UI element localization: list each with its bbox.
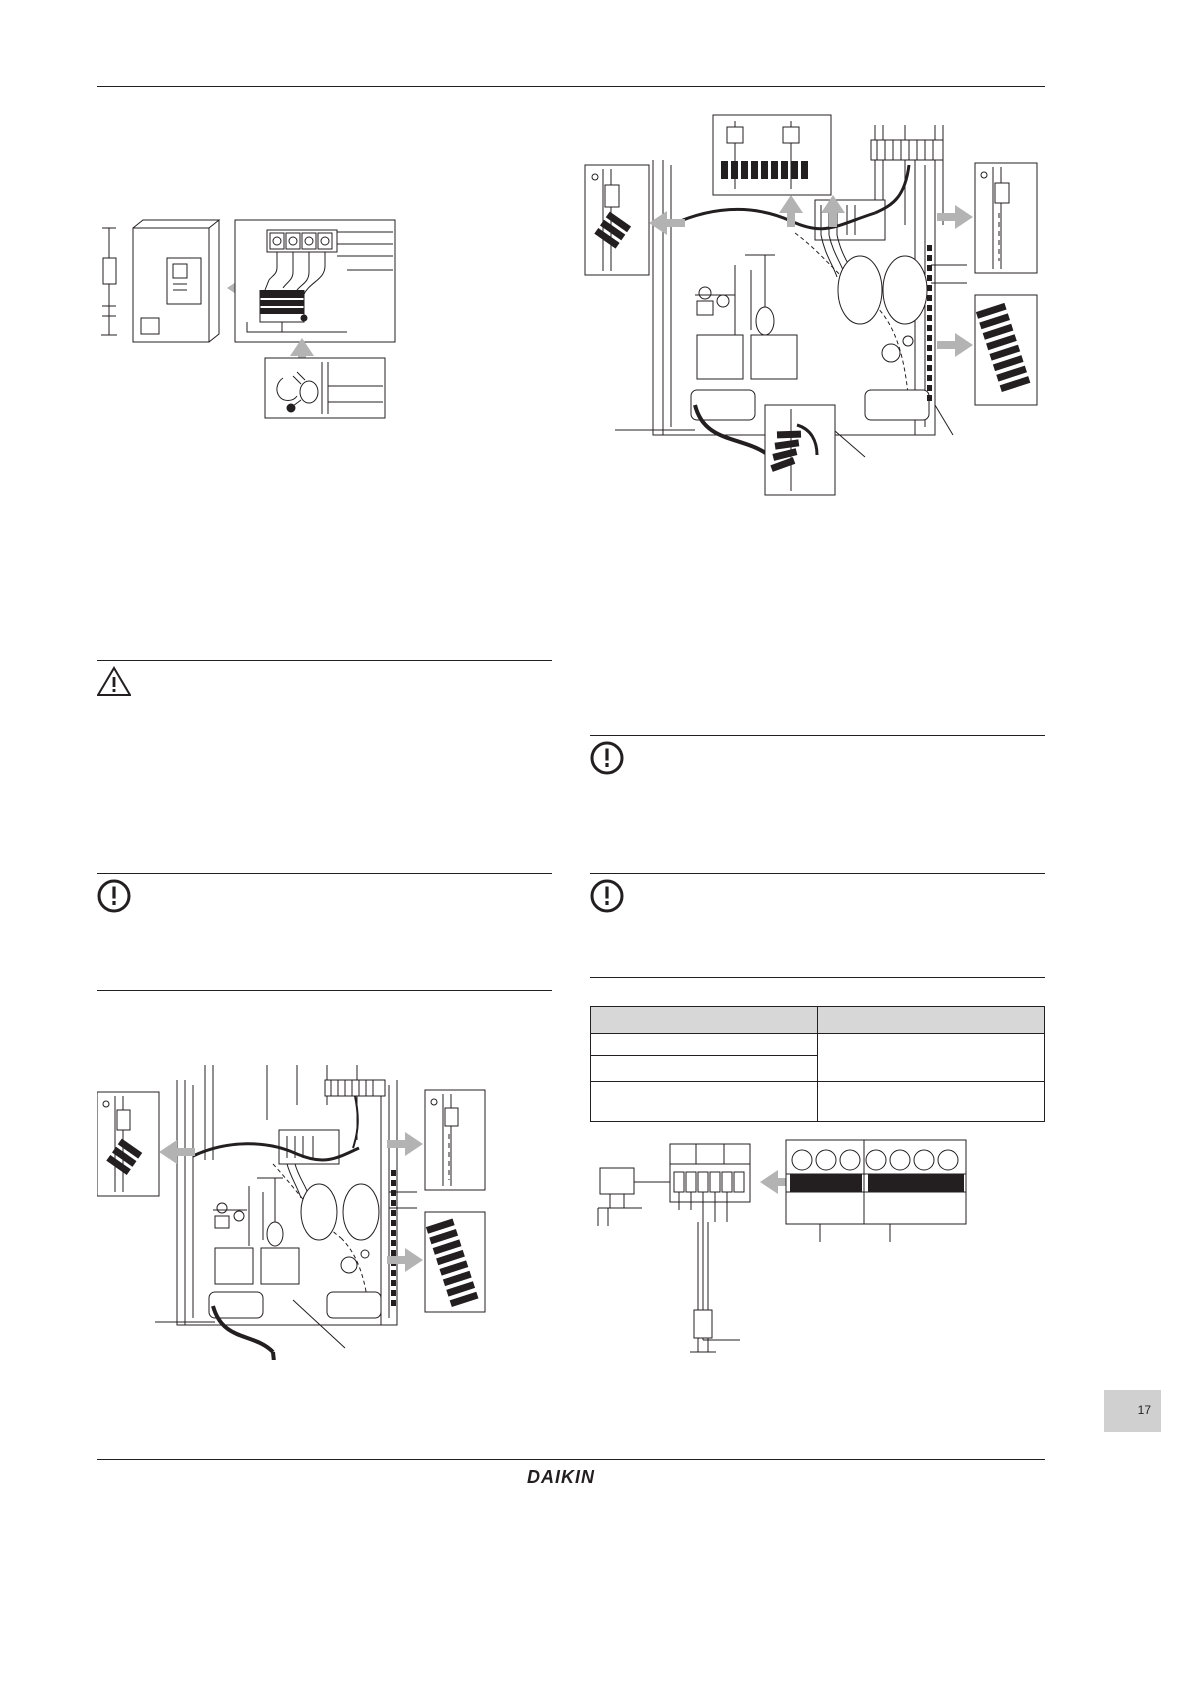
warning-notice-left bbox=[97, 660, 552, 750]
table-cell bbox=[818, 1082, 1045, 1122]
info-circle-icon bbox=[590, 741, 624, 775]
svg-text:DAIKIN: DAIKIN bbox=[527, 1467, 595, 1487]
warning-triangle-icon bbox=[97, 666, 131, 696]
page-number: 17 bbox=[1137, 1403, 1151, 1417]
table-row bbox=[591, 1034, 1045, 1056]
table-cell bbox=[591, 1082, 818, 1122]
info-notice-left bbox=[97, 873, 552, 993]
figure-outdoor-unit-wiring-routing bbox=[575, 105, 1045, 505]
table-row bbox=[591, 1082, 1045, 1122]
table-cell bbox=[591, 1034, 818, 1056]
specification-table bbox=[590, 1006, 1045, 1122]
info-circle-icon bbox=[97, 879, 131, 913]
header-rule bbox=[97, 86, 1045, 87]
info-notice-right-lower bbox=[590, 873, 1045, 983]
figure-outdoor-unit-wiring-routing-2 bbox=[97, 1060, 497, 1360]
table-header-cell-2 bbox=[818, 1007, 1045, 1034]
info-circle-icon bbox=[590, 879, 624, 913]
figure-indoor-unit-terminal-detail bbox=[97, 210, 407, 435]
info-notice-right-upper bbox=[590, 735, 1045, 865]
footer-rule bbox=[97, 1459, 1045, 1460]
table-cell bbox=[818, 1034, 1045, 1082]
table-header-cell-1 bbox=[591, 1007, 818, 1034]
daikin-logo bbox=[527, 1466, 647, 1488]
page-number-tab bbox=[1104, 1390, 1161, 1432]
table-header-row bbox=[591, 1007, 1045, 1034]
table-cell bbox=[591, 1056, 818, 1082]
figure-terminal-block-connection bbox=[590, 1130, 990, 1360]
